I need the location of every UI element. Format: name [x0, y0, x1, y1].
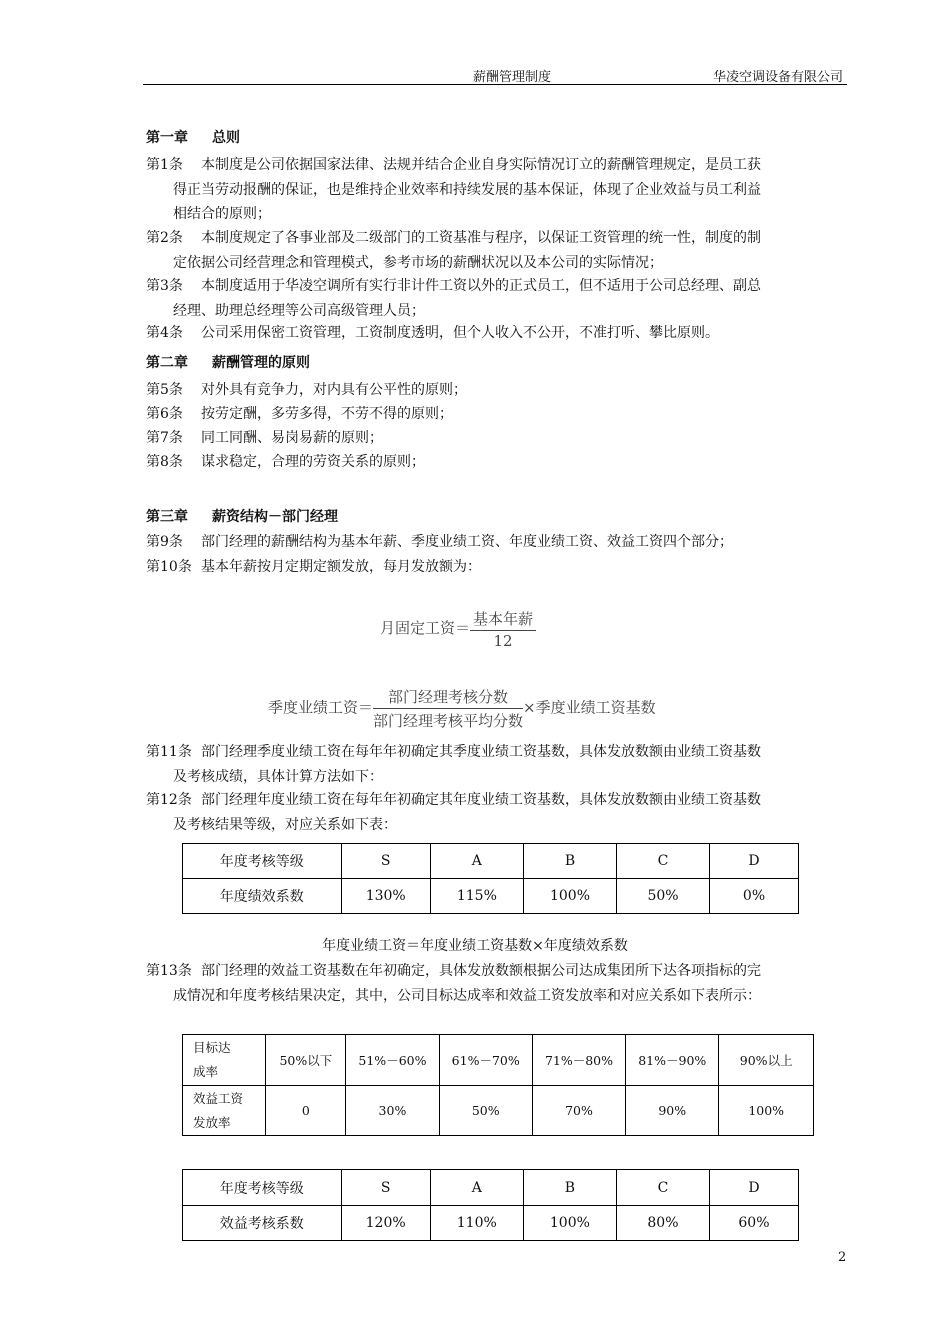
table-row: 年度考核等级 S A B C D — [183, 1170, 799, 1206]
page-number: 2 — [838, 1250, 847, 1265]
article-9: 第9条 部门经理的薪酬结构为基本年薪、季度业绩工资、年度业绩工资、效益工资四个部分； — [146, 534, 733, 550]
table-row: 年度考核等级 S A B C D — [183, 844, 799, 879]
chapter-title: 薪资结构－部门经理 — [212, 509, 338, 525]
table-row: 效益考核系数 120% 110% 100% 80% 60% — [183, 1206, 799, 1241]
chapter-number: 第二章 — [146, 355, 188, 371]
annual-performance-table — [182, 843, 799, 914]
article-4: 第4条 公司采用保密工资管理，工资制度透明，但个人收入不公开，不准打听、攀比原则。 — [146, 325, 719, 341]
table-row: 效益工资 发放率 0 30% 50% 70% 90% 100% — [183, 1086, 814, 1136]
fraction: $\frac{\text{基本年薪}}{12}$ — [470, 608, 536, 650]
header-company: 华凌空调设备有限公司 — [712, 70, 843, 85]
formula-quarterly-salary: 季度业绩工资＝ $\frac{\text{部门经理考核分数}}{\text{部门经理考核平均分数}}$ ×季度业绩工资基数 — [268, 688, 656, 730]
target-achievement-table — [182, 1034, 814, 1136]
page-header — [143, 64, 847, 85]
article-11: 第11条 部门经理季度业绩工资在每年年初确定其季度业绩工资基数，具体发放数额由业绩工资基数 及考核成绩，具体计算方法如下： — [146, 744, 761, 785]
article-1: 第1条 本制度是公司依据国家法律、法规并结合企业自身实际情况订立的薪酬管理规定，是员工获 得正当劳动报酬的保证，也是维持企业效率和持续发展的基本保证，体现了企业效益与员工利益 相结合的原则； — [146, 157, 761, 222]
formula-monthly-salary: 月固定工资＝ $\frac{\text{基本年薪}}{12}$ — [380, 608, 536, 650]
article-10: 第10条 基本年薪按月定期定额发放，每月发放额为： — [146, 559, 481, 575]
chapter-3-heading — [146, 506, 338, 526]
table-row: 年度绩效系数 130% 115% 100% 50% 0% — [183, 879, 799, 914]
chapter-number: 第一章 — [146, 130, 188, 146]
article-5: 第5条 对外具有竞争力，对内具有公平性的原则； — [146, 382, 467, 398]
article-7: 第7条 同工同酬、易岗易薪的原则； — [146, 430, 383, 446]
article-8: 第8条 谋求稳定，合理的劳资关系的原则； — [146, 454, 425, 470]
chapter-title: 总则 — [212, 130, 240, 146]
formula-annual-salary: 年度业绩工资＝年度业绩工资基数×年度绩效系数 — [322, 938, 628, 954]
article-13: 第13条 部门经理的效益工资基数在年初确定，具体发放数额根据公司达成集团所下达各项指标的完 成情况和年度考核结果决定，其中，公司目标达成率和效益工资发放率和对应关系如下表所示： — [146, 963, 761, 1004]
chapter-number: 第三章 — [146, 509, 188, 525]
article-6: 第6条 按劳定酬，多劳多得，不劳不得的原则； — [146, 406, 453, 422]
chapter-1-heading — [146, 127, 240, 147]
article-3: 第3条 本制度适用于华凌空调所有实行非计件工资以外的正式员工，但不适用于公司总经理、副总 经理、助理总经理等公司高级管理人员； — [146, 278, 761, 319]
fraction: $\frac{\text{部门经理考核分数}}{\text{部门经理考核平均分数}}$ — [373, 688, 524, 730]
article-2: 第2条 本制度规定了各事业部及二级部门的工资基准与程序，以保证工资管理的统一性，制度的制 定依据公司经营理念和管理模式，参考市场的薪酬状况以及本公司的实际情况； — [146, 230, 761, 271]
article-12: 第12条 部门经理年度业绩工资在每年年初确定其年度业绩工资基数，具体发放数额由业绩工资基数 及考核结果等级，对应关系如下表： — [146, 792, 761, 833]
chapter-title: 薪酬管理的原则 — [212, 355, 310, 371]
table-row: 目标达 成率 50%以下 51%－60% 61%－70% 71%－80% 81%－90% 90%以上 — [183, 1035, 814, 1086]
header-doc-title: 薪酬管理制度 — [473, 70, 552, 85]
chapter-2-heading — [146, 352, 310, 372]
benefit-coefficient-table — [182, 1169, 799, 1241]
